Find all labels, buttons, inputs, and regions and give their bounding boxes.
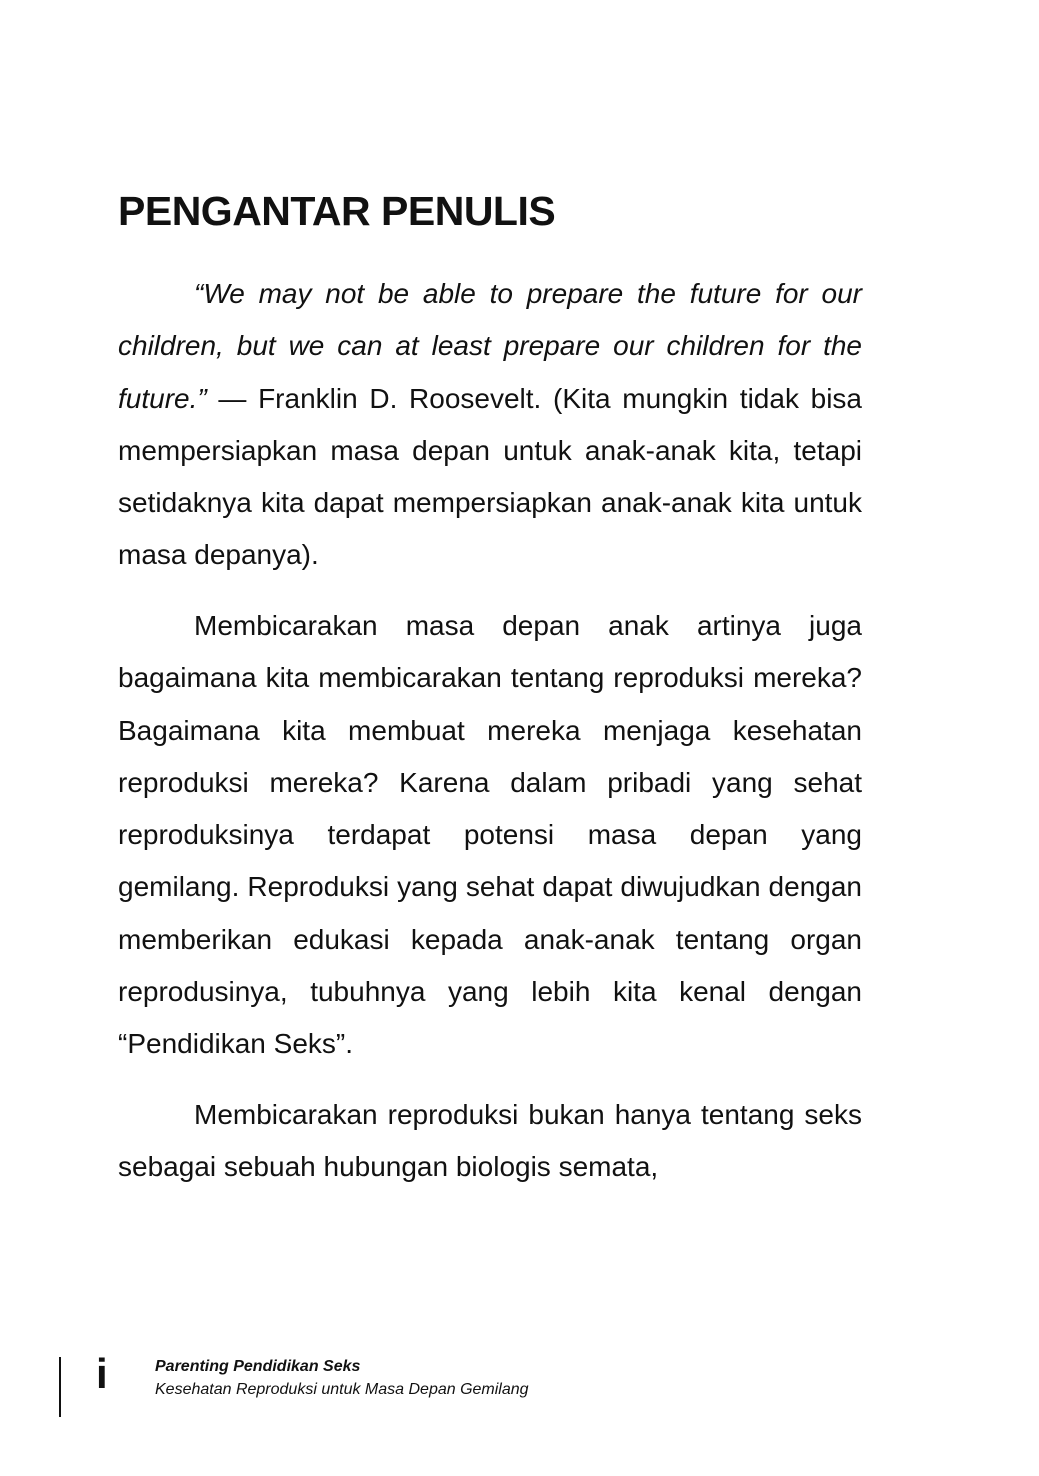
- page-title: PENGANTAR PENULIS: [118, 188, 556, 234]
- paragraph-continued: Membicarakan reproduksi bukan hanya tentang seks sebagai sebuah hubungan biologis semata,: [118, 1099, 862, 1183]
- footer-book-title: Parenting Pendidikan Seks: [155, 1358, 361, 1375]
- paragraph-reproduction: Membicarakan masa depan anak artinya juga bagaimana kita membicarakan tentang reproduksi mereka? Bagaimana kita membuat mereka menjaga kesehatan reproduksi mereka? Karena dalam pribadi yang sehat reproduksinya terdapat potensi masa depan yang gemilang. Reproduksi yang sehat dapat diwujudkan dengan memberikan edukasi kepada anak-anak tentang organ reprodusinya, tubuhnya yang lebih kita kenal dengan “Pendidikan Seks”.: [118, 610, 862, 1060]
- quote-attribution-translation: — Franklin D. Roosevelt. (Kita mungkin tidak bisa mempersiapkan masa depan untuk anak-anak kita, tetapi setidaknya kita dapat mempersiapkan anak-anak kita untuk masa depanya).: [118, 382, 862, 571]
- footer-book-subtitle: Kesehatan Reproduksi untuk Masa Depan Gemilang: [155, 1381, 529, 1398]
- page-number: i: [96, 1350, 108, 1397]
- paragraph-quote: [118, 268, 862, 582]
- roosevelt-quote: “We may not be able to prepare the future for our children, but we can at least prepare our children for the future.”: [118, 278, 862, 414]
- footer-divider: [59, 1357, 61, 1417]
